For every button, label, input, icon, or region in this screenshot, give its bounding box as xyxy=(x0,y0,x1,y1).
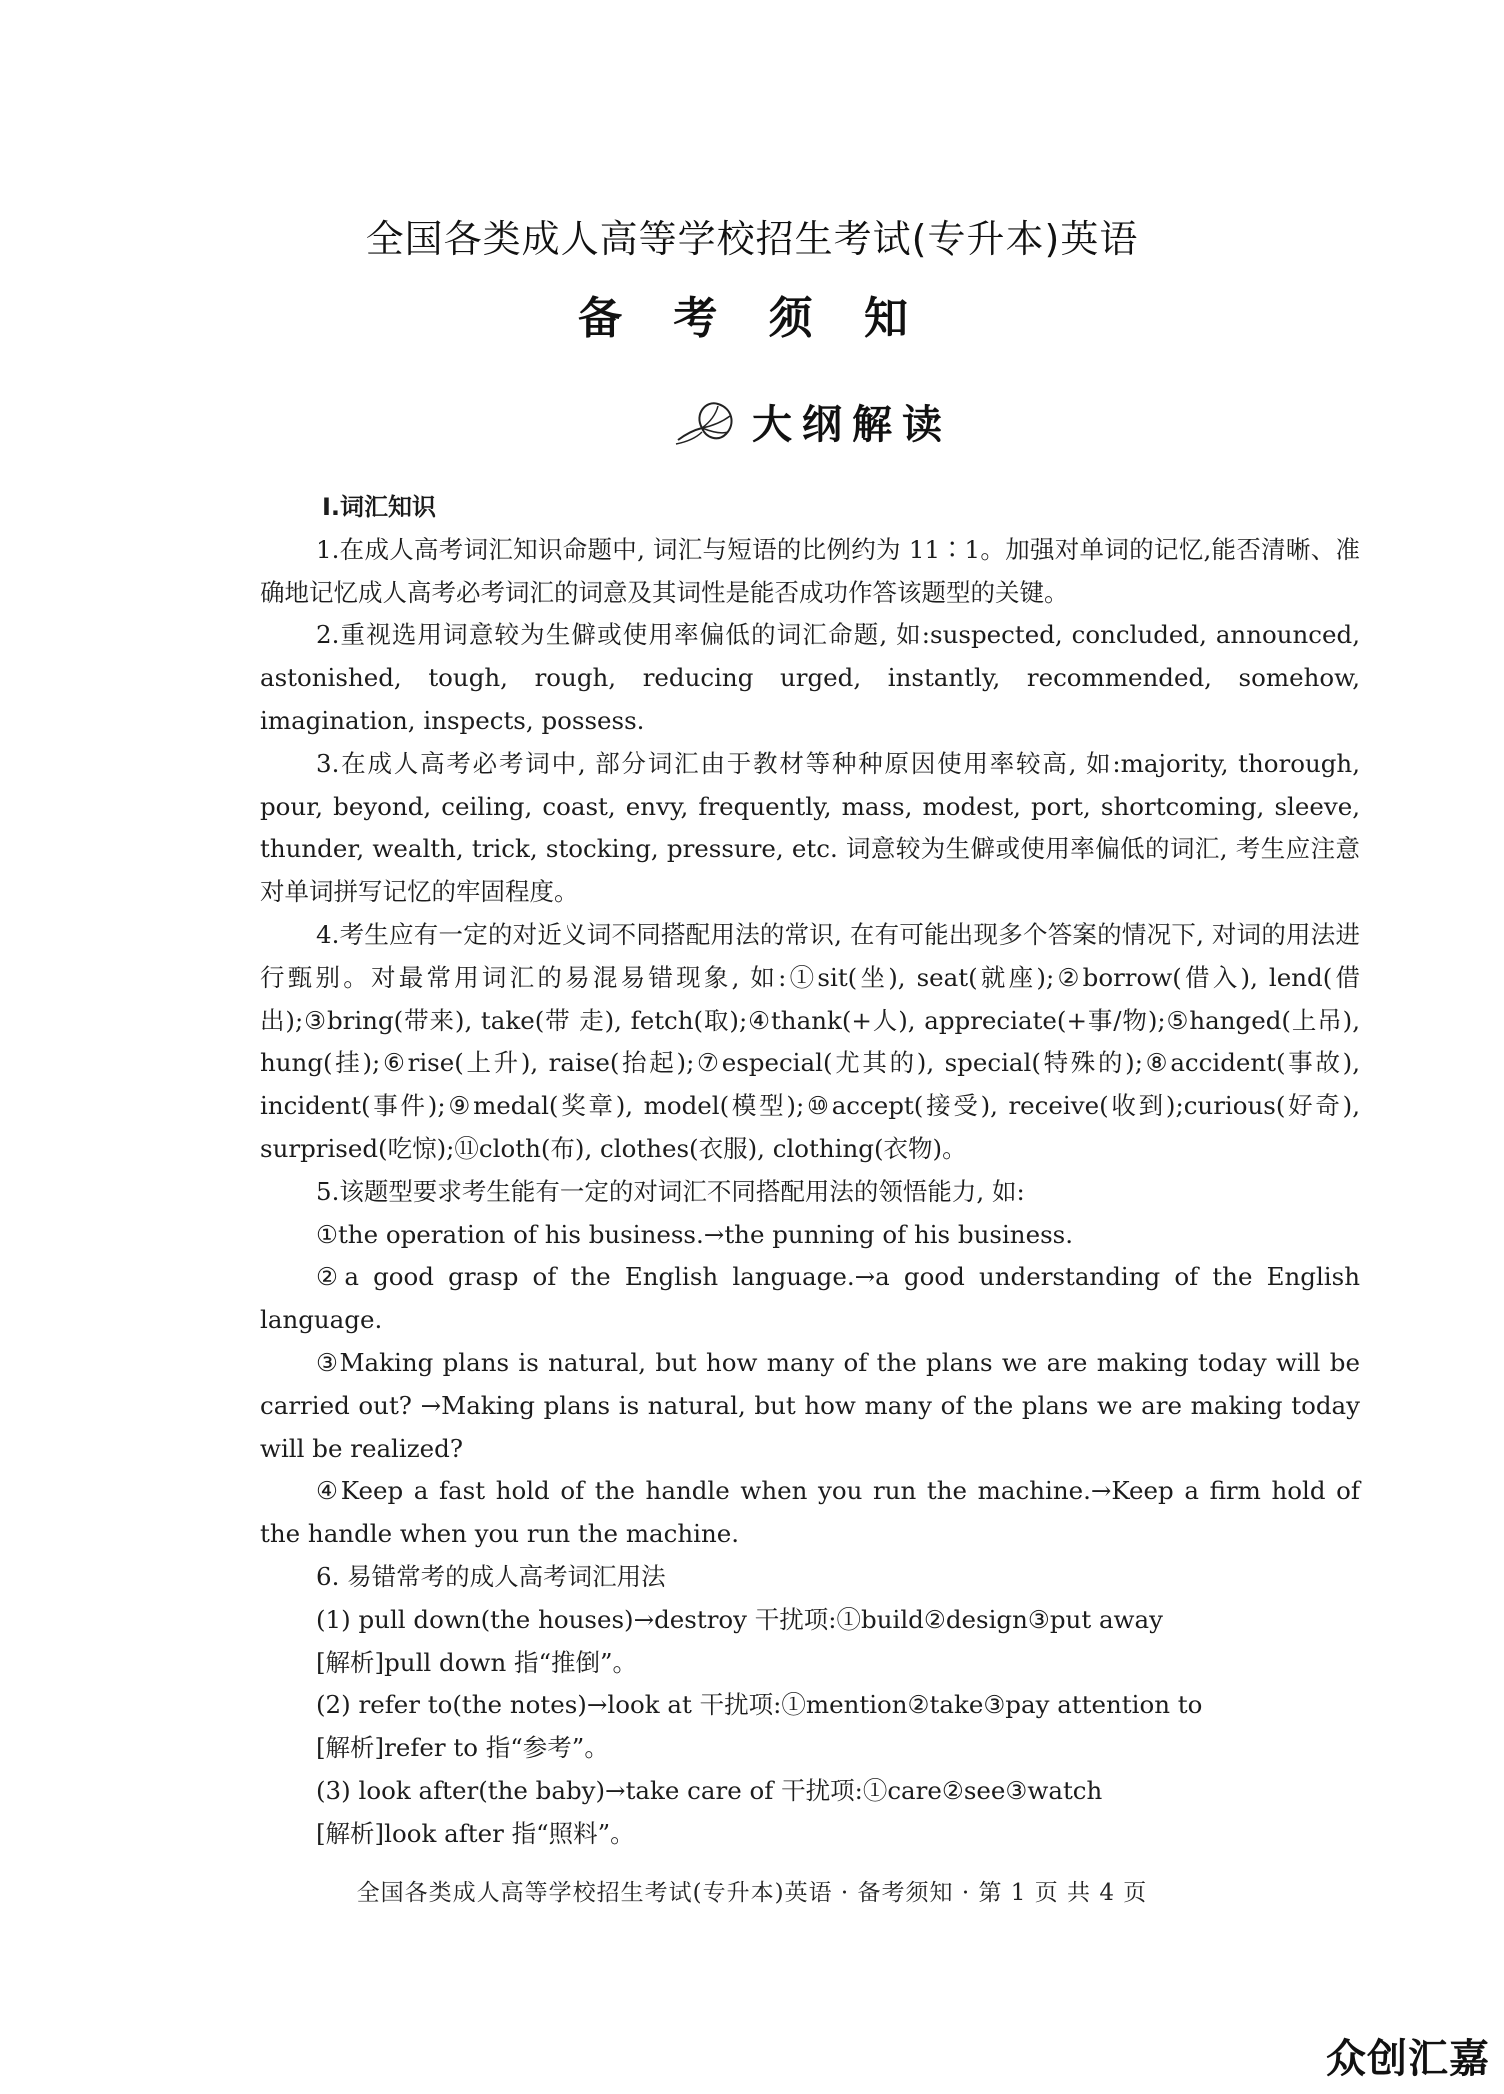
example-item: ②a good grasp of the English language.→a good understanding of the English language. xyxy=(260,1262,1360,1335)
usage-item: (2) refer to(the notes)→look at 干扰项:①mention②take③pay attention to xyxy=(316,1690,1203,1720)
usage-note: [解析]refer to 指“参考”。 xyxy=(316,1733,609,1763)
paragraph: 6. 易错常考的成人高考词汇用法 xyxy=(316,1561,666,1591)
example-item: ③Making plans is natural, but how many of the plans we are making today will be carried out? →Making plans is natural, but how many of the plans we are making today will be realized? xyxy=(260,1347,1360,1463)
section-title: 大纲解读 xyxy=(752,400,952,448)
subsection-heading: Ⅰ.词汇知识 xyxy=(322,493,437,521)
usage-item: (3) look after(the baby)→take care of 干扰项:①care②see③watch xyxy=(316,1775,1103,1805)
usage-note: [解析]look after 指“照料”。 xyxy=(316,1818,635,1848)
paragraph: 3.在成人高考必考词中, 部分词汇由于教材等种种原因使用率较高, 如:majority, thorough, pour, beyond, ceiling, coast, envy, frequently, mass, modest, port, shortcoming, sleeve, thunder, wealth, trick, stocking, pressure, etc. 词意较为生僻或使用率偏低的词汇, 考生应注意对单词拼写记忆的牢固程度。 xyxy=(260,748,1360,907)
paragraph: 2.重视选用词意较为生僻或使用率偏低的词汇命题, 如:suspected, concluded, announced, astonished, tough, rough, reducing urged, instantly, recommended, somehow, imagination, inspects, possess. xyxy=(260,620,1360,735)
paragraph: 4.考生应有一定的对近义词不同搭配用法的常识, 在有可能出现多个答案的情况下, 对词的用法进行甄别。对最常用词汇的易混易错现象, 如:①sit(坐), seat(就座);②borrow(借入), lend(借出);③bring(带来), take(带 走), fetch(取);④thank(+人), appreciate(+事/物);⑤hanged(上吊), hung(挂);⑥rise(上升), raise(抬起);⑦especial(尤其的), special(特殊的);⑧accident(事故), incident(事件);⑨medal(奖章), model(模型);⑩accept(接受), receive(收到);curious(好奇), surprised(吃惊);⑪cloth(布), clothes(衣服), clothing(衣物)。 xyxy=(260,919,1360,1163)
page-title: 全国各类成人高等学校招生考试(专升本)英语 xyxy=(365,217,1139,261)
example-item: ④Keep a fast hold of the handle when you run the machine.→Keep a firm hold of the handle when you run the machine. xyxy=(260,1476,1360,1549)
usage-item: (1) pull down(the houses)→destroy 干扰项:①build②design③put away xyxy=(316,1604,1163,1634)
page-footer: 全国各类成人高等学校招生考试(专升本)英语 · 备考须知 · 第 1 页 共 4 页 xyxy=(356,1880,1148,1906)
watermark-logo: 众创汇嘉 xyxy=(1326,2036,1490,2082)
ginkgo-leaf-icon xyxy=(672,394,740,448)
body-text xyxy=(260,486,1360,1856)
paragraph: 1.在成人高考词汇知识命题中, 词汇与短语的比例约为 11∶1。加强对单词的记忆,能否清晰、准确地记忆成人高考必考词汇的词意及其词性是能否成功作答该题型的关键。 xyxy=(260,534,1360,607)
page-subtitle: 备 考 须 知 xyxy=(578,293,926,344)
section-header xyxy=(672,386,952,456)
example-item: ①the operation of his business.→the punning of his business. xyxy=(316,1219,1073,1249)
usage-note: [解析]pull down 指“推倒”。 xyxy=(316,1647,638,1677)
paragraph: 5.该题型要求考生能有一定的对词汇不同搭配用法的领悟能力, 如: xyxy=(316,1176,1025,1206)
